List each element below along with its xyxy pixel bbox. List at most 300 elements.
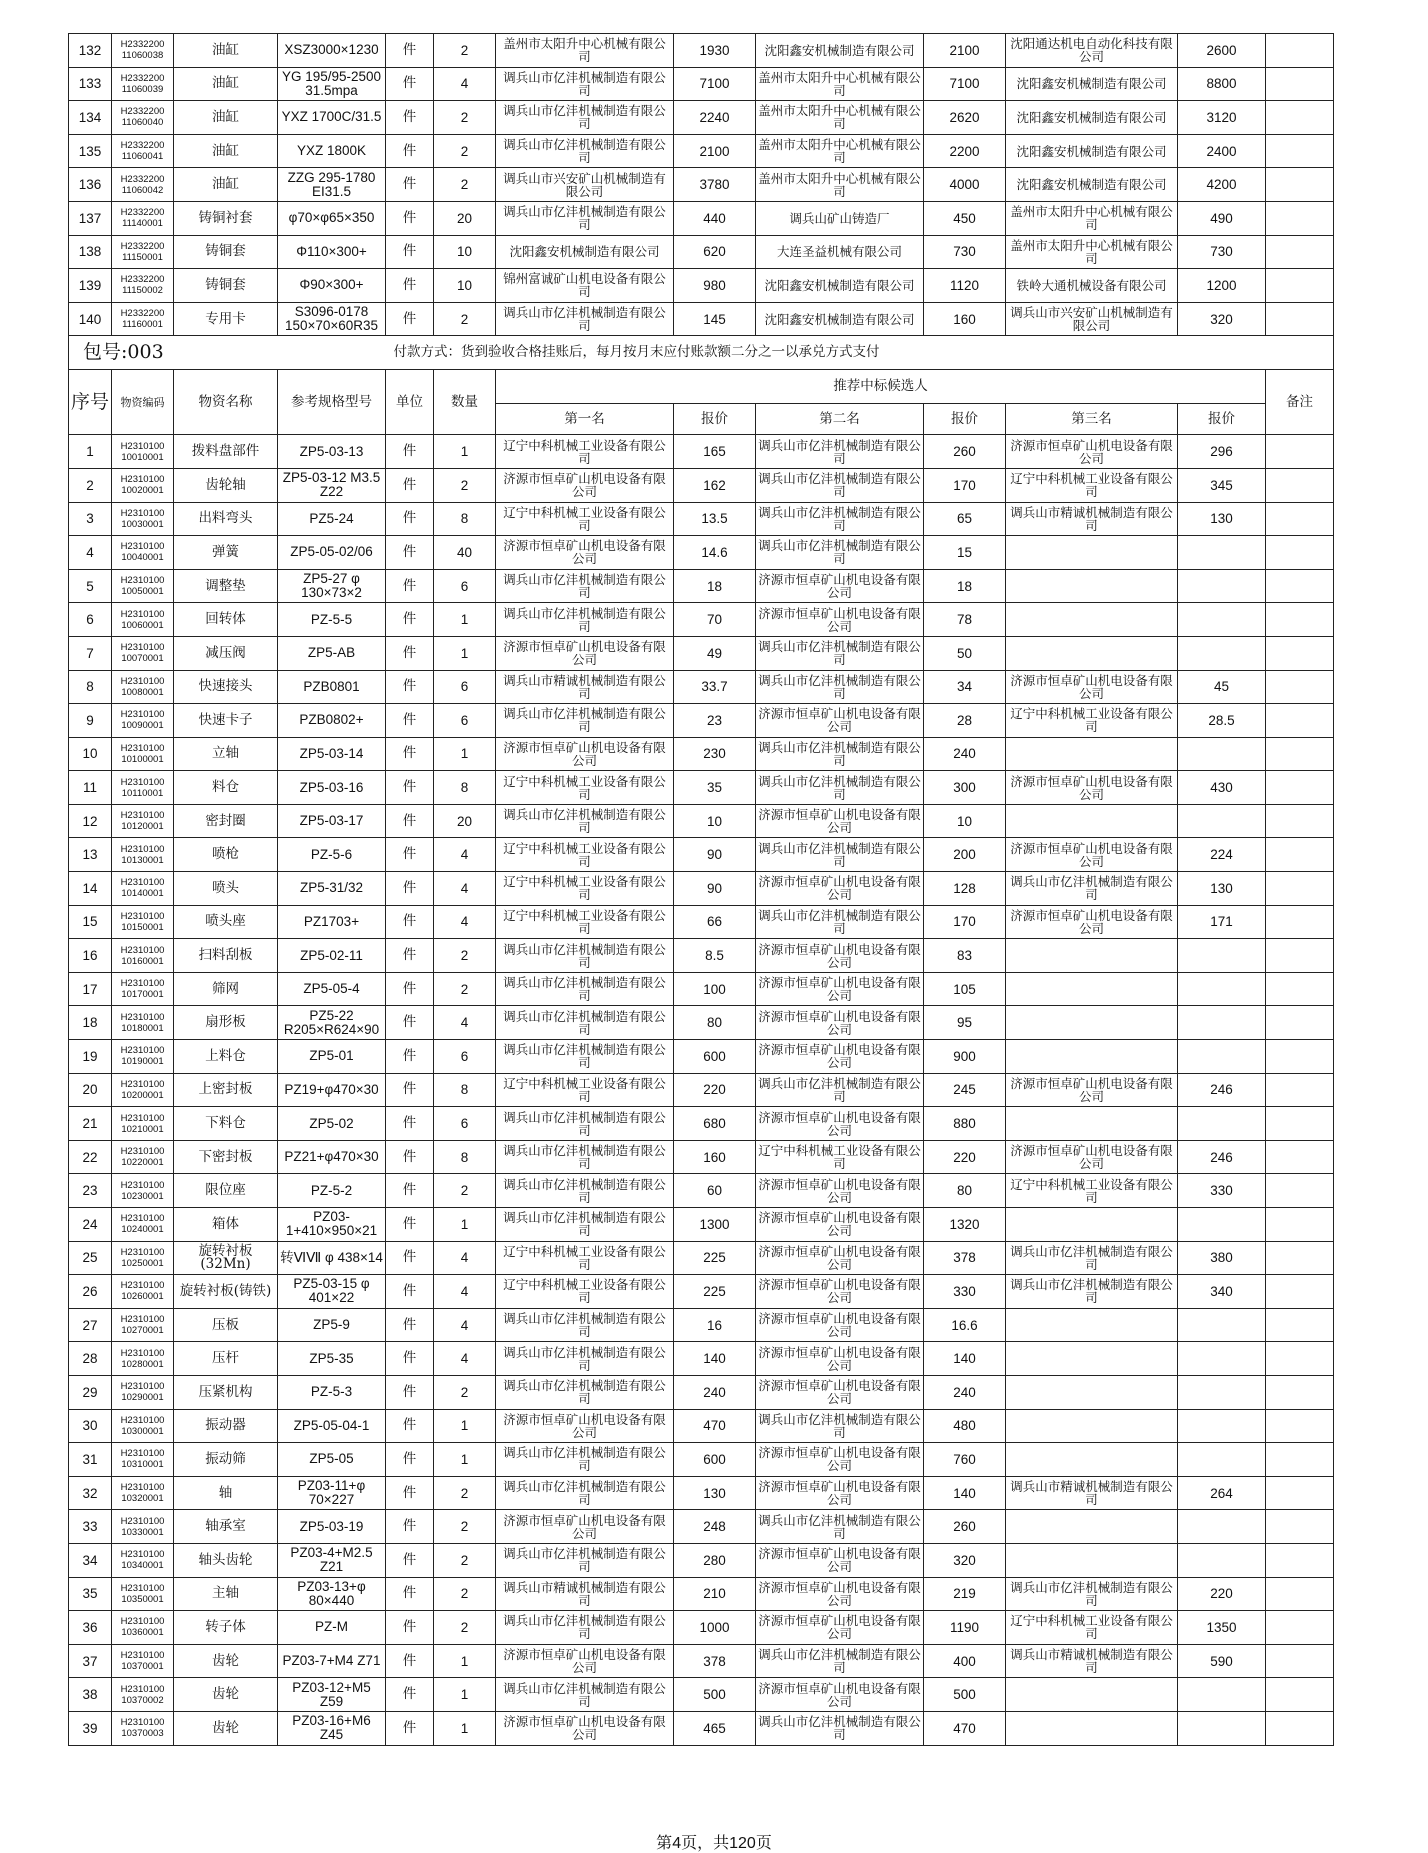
supplier-3: 调兵山市精诚机械制造有限公司 [1006,502,1178,536]
price-2: 730 [924,235,1006,269]
item-spec: YXZ 1700C/31.5 [278,101,386,135]
price-1: 440 [674,201,756,235]
package-label: 包号:003 [69,336,386,370]
header-qty: 数量 [434,370,496,435]
supplier-2: 济源市恒卓矿山机电设备有限公司 [756,1006,924,1040]
remark-cell [1266,670,1334,704]
item-spec: PZ03-1+410×950×21 [278,1208,386,1242]
price-3: 246 [1178,1073,1266,1107]
row-no: 24 [69,1208,112,1242]
price-3: 45 [1178,670,1266,704]
supplier-1: 调兵山市亿沣机械制造有限公司 [496,1443,674,1477]
item-qty: 8 [434,1140,496,1174]
supplier-3: 济源市恒卓矿山机电设备有限公司 [1006,771,1178,805]
supplier-3 [1006,636,1178,670]
item-qty: 2 [434,302,496,336]
item-unit: 件 [386,1241,434,1275]
row-no: 36 [69,1611,112,1645]
item-code: H2310100 10220001 [112,1140,174,1174]
item-name: 旋转衬板 (32Mn) [174,1241,278,1275]
item-name: 压紧机构 [174,1375,278,1409]
item-name: 筛网 [174,972,278,1006]
item-spec: PZ5-03-15 φ 401×22 [278,1275,386,1309]
item-name: 扫料刮板 [174,939,278,973]
price-2: 160 [924,302,1006,336]
remark-cell [1266,502,1334,536]
supplier-2: 调兵山市亿沣机械制造有限公司 [756,771,924,805]
remark-cell [1266,1174,1334,1208]
price-2: 7100 [924,67,1006,101]
price-1: 980 [674,269,756,303]
remark-cell [1266,872,1334,906]
supplier-1: 调兵山市亿沣机械制造有限公司 [496,1208,674,1242]
item-unit: 件 [386,1409,434,1443]
header-price-1: 报价 [674,404,756,435]
price-1: 225 [674,1275,756,1309]
item-unit: 件 [386,1577,434,1611]
item-name: 快速接头 [174,670,278,704]
item-spec: PZ-5-5 [278,603,386,637]
price-1: 1000 [674,1611,756,1645]
row-no: 23 [69,1174,112,1208]
row-no: 17 [69,972,112,1006]
item-code: H2332200 11060038 [112,34,174,68]
price-1: 1930 [674,34,756,68]
table-row [69,502,1334,536]
supplier-2: 盖州市太阳升中心机械有限公司 [756,67,924,101]
item-code: H2310100 10020001 [112,468,174,502]
price-3 [1178,1375,1266,1409]
item-spec: PZ03-13+φ 80×440 [278,1577,386,1611]
supplier-3: 沈阳鑫安机械制造有限公司 [1006,134,1178,168]
item-name: 料仓 [174,771,278,805]
item-name: 减压阀 [174,636,278,670]
remark-cell [1266,34,1334,68]
footer-page: 4 [672,1835,682,1852]
item-name: 油缸 [174,34,278,68]
remark-cell [1266,1208,1334,1242]
price-2: 378 [924,1241,1006,1275]
price-1: 248 [674,1510,756,1544]
item-unit: 件 [386,269,434,303]
price-1: 1300 [674,1208,756,1242]
remark-cell [1266,804,1334,838]
row-no: 34 [69,1543,112,1577]
supplier-1: 济源市恒卓矿山机电设备有限公司 [496,1711,674,1745]
item-code: H2310100 10050001 [112,569,174,603]
table-row [69,670,1334,704]
header-code: 物资编码 [112,370,174,435]
price-3 [1178,1409,1266,1443]
supplier-2: 调兵山市亿沣机械制造有限公司 [756,838,924,872]
item-code: H2310100 10010001 [112,435,174,469]
item-name: 立轴 [174,737,278,771]
supplier-3: 盖州市太阳升中心机械有限公司 [1006,235,1178,269]
item-spec: ZP5-05 [278,1443,386,1477]
item-spec: ZP5-35 [278,1342,386,1376]
price-1: 14.6 [674,536,756,570]
price-3: 3120 [1178,101,1266,135]
item-spec: YXZ 1800K [278,134,386,168]
price-3: 224 [1178,838,1266,872]
supplier-3: 调兵山市精诚机械制造有限公司 [1006,1476,1178,1510]
item-unit: 件 [386,67,434,101]
item-unit: 件 [386,1342,434,1376]
item-qty: 1 [434,737,496,771]
price-2: 900 [924,1040,1006,1074]
item-name: 弹簧 [174,536,278,570]
supplier-1: 调兵山市亿沣机械制造有限公司 [496,603,674,637]
item-spec: ZP5-03-12 M3.5 Z22 [278,468,386,502]
item-code: H2332200 11060042 [112,168,174,202]
remark-cell [1266,1577,1334,1611]
remark-cell [1266,168,1334,202]
item-spec: PZ03-12+M5 Z59 [278,1678,386,1712]
header-candidates: 推荐中标候选人 [496,370,1266,404]
price-2: 10 [924,804,1006,838]
item-code: H2310100 10210001 [112,1107,174,1141]
item-qty: 1 [434,1711,496,1745]
remark-cell [1266,1308,1334,1342]
item-qty: 10 [434,269,496,303]
item-name: 回转体 [174,603,278,637]
item-name: 轴 [174,1476,278,1510]
item-unit: 件 [386,1443,434,1477]
remark-cell [1266,939,1334,973]
row-no: 4 [69,536,112,570]
item-qty: 8 [434,502,496,536]
item-spec: ZP5-02 [278,1107,386,1141]
table-row [69,1208,1334,1242]
item-spec: PZB0801 [278,670,386,704]
item-spec: PZ19+φ470×30 [278,1073,386,1107]
remark-cell [1266,1241,1334,1275]
table-row [69,201,1334,235]
row-no: 12 [69,804,112,838]
item-unit: 件 [386,1140,434,1174]
price-1: 465 [674,1711,756,1745]
table-row [69,1140,1334,1174]
table-row [69,704,1334,738]
item-spec: Φ110×300+ [278,235,386,269]
supplier-2: 调兵山市亿沣机械制造有限公司 [756,502,924,536]
supplier-1: 调兵山市亿沣机械制造有限公司 [496,67,674,101]
remark-cell [1266,1409,1334,1443]
table-row [69,34,1334,68]
price-3 [1178,1510,1266,1544]
price-2: 2100 [924,34,1006,68]
price-2: 450 [924,201,1006,235]
price-2: 880 [924,1107,1006,1141]
table-row [69,134,1334,168]
item-spec: PZ-5-2 [278,1174,386,1208]
supplier-2: 沈阳鑫安机械制造有限公司 [756,269,924,303]
item-unit: 件 [386,1543,434,1577]
price-1: 240 [674,1375,756,1409]
price-2: 65 [924,502,1006,536]
price-3: 345 [1178,468,1266,502]
item-code: H2310100 10230001 [112,1174,174,1208]
supplier-2: 调兵山市亿沣机械制造有限公司 [756,1510,924,1544]
item-spec: ZP5-03-14 [278,737,386,771]
item-unit: 件 [386,972,434,1006]
item-qty: 1 [434,1644,496,1678]
item-qty: 1 [434,1443,496,1477]
price-1: 165 [674,435,756,469]
item-unit: 件 [386,168,434,202]
table-row [69,636,1334,670]
row-no: 22 [69,1140,112,1174]
table-row [69,1006,1334,1040]
item-unit: 件 [386,536,434,570]
row-no: 133 [69,67,112,101]
remark-cell [1266,1678,1334,1712]
table-row [69,1241,1334,1275]
remark-cell [1266,603,1334,637]
price-1: 210 [674,1577,756,1611]
row-no: 19 [69,1040,112,1074]
price-2: 170 [924,468,1006,502]
supplier-3: 辽宁中科机械工业设备有限公司 [1006,468,1178,502]
supplier-3 [1006,1342,1178,1376]
item-qty: 4 [434,67,496,101]
item-unit: 件 [386,603,434,637]
table-row [69,168,1334,202]
table-row [69,1577,1334,1611]
item-spec: XSZ3000×1230 [278,34,386,68]
supplier-3 [1006,1375,1178,1409]
price-3 [1178,1443,1266,1477]
table-row [69,1342,1334,1376]
price-1: 500 [674,1678,756,1712]
row-no: 30 [69,1409,112,1443]
supplier-1: 济源市恒卓矿山机电设备有限公司 [496,636,674,670]
supplier-2: 济源市恒卓矿山机电设备有限公司 [756,939,924,973]
footer-mid: 页，共 [681,1833,730,1852]
price-1: 35 [674,771,756,805]
price-2: 219 [924,1577,1006,1611]
price-3 [1178,636,1266,670]
price-1: 18 [674,569,756,603]
supplier-2: 济源市恒卓矿山机电设备有限公司 [756,569,924,603]
price-2: 83 [924,939,1006,973]
supplier-1: 调兵山市亿沣机械制造有限公司 [496,1678,674,1712]
item-qty: 4 [434,1342,496,1376]
item-qty: 4 [434,1308,496,1342]
item-qty: 1 [434,636,496,670]
supplier-1: 辽宁中科机械工业设备有限公司 [496,1073,674,1107]
row-no: 134 [69,101,112,135]
supplier-1: 辽宁中科机械工业设备有限公司 [496,771,674,805]
supplier-3 [1006,569,1178,603]
row-no: 14 [69,872,112,906]
item-qty: 1 [434,603,496,637]
price-2: 260 [924,1510,1006,1544]
item-spec: PZ03-4+M2.5 Z21 [278,1543,386,1577]
section-2-rows [69,435,1334,1745]
item-code: H2332200 11160001 [112,302,174,336]
item-code: H2332200 11150001 [112,235,174,269]
price-2: 300 [924,771,1006,805]
price-1: 230 [674,737,756,771]
item-qty: 4 [434,1006,496,1040]
supplier-2: 济源市恒卓矿山机电设备有限公司 [756,1107,924,1141]
remark-cell [1266,1006,1334,1040]
table-row [69,1409,1334,1443]
supplier-1: 辽宁中科机械工业设备有限公司 [496,905,674,939]
row-no: 26 [69,1275,112,1309]
row-no: 25 [69,1241,112,1275]
supplier-1: 济源市恒卓矿山机电设备有限公司 [496,468,674,502]
item-unit: 件 [386,569,434,603]
item-unit: 件 [386,1174,434,1208]
table-row [69,1107,1334,1141]
item-qty: 2 [434,972,496,1006]
item-code: H2310100 10070001 [112,636,174,670]
item-name: 振动筛 [174,1443,278,1477]
item-qty: 4 [434,1241,496,1275]
price-2: 470 [924,1711,1006,1745]
table-row [69,838,1334,872]
item-spec: ZP5-27 φ 130×73×2 [278,569,386,603]
price-3: 430 [1178,771,1266,805]
supplier-2: 济源市恒卓矿山机电设备有限公司 [756,1678,924,1712]
item-name: 油缸 [174,67,278,101]
price-1: 70 [674,603,756,637]
price-3: 171 [1178,905,1266,939]
price-2: 1120 [924,269,1006,303]
supplier-3: 调兵山市亿沣机械制造有限公司 [1006,1275,1178,1309]
table-row [69,1678,1334,1712]
remark-cell [1266,235,1334,269]
price-3 [1178,804,1266,838]
item-spec: PZ-5-6 [278,838,386,872]
supplier-1: 调兵山市亿沣机械制造有限公司 [496,101,674,135]
supplier-2: 盖州市太阳升中心机械有限公司 [756,168,924,202]
price-2: 140 [924,1342,1006,1376]
remark-cell [1266,1342,1334,1376]
supplier-2: 调兵山市亿沣机械制造有限公司 [756,536,924,570]
remark-cell [1266,1443,1334,1477]
remark-cell [1266,1543,1334,1577]
row-no: 39 [69,1711,112,1745]
row-no: 33 [69,1510,112,1544]
price-2: 80 [924,1174,1006,1208]
supplier-2: 沈阳鑫安机械制造有限公司 [756,302,924,336]
supplier-1: 调兵山市亿沣机械制造有限公司 [496,1006,674,1040]
item-name: 齿轮轴 [174,468,278,502]
supplier-1: 调兵山市精诚机械制造有限公司 [496,1577,674,1611]
item-name: 快速卡子 [174,704,278,738]
price-1: 23 [674,704,756,738]
price-3 [1178,1308,1266,1342]
price-3 [1178,1107,1266,1141]
item-code: H2310100 10360001 [112,1611,174,1645]
remark-cell [1266,101,1334,135]
remark-cell [1266,435,1334,469]
price-1: 600 [674,1040,756,1074]
item-code: H2310100 10290001 [112,1375,174,1409]
price-3 [1178,1208,1266,1242]
item-spec: YG 195/95-2500 31.5mpa [278,67,386,101]
item-unit: 件 [386,435,434,469]
remark-cell [1266,468,1334,502]
item-code: H2310100 10240001 [112,1208,174,1242]
item-code: H2310100 10140001 [112,872,174,906]
item-unit: 件 [386,101,434,135]
remark-cell [1266,1375,1334,1409]
row-no: 9 [69,704,112,738]
price-3: 296 [1178,435,1266,469]
item-code: H2310100 10250001 [112,1241,174,1275]
item-unit: 件 [386,468,434,502]
remark-cell [1266,1073,1334,1107]
remark-cell [1266,636,1334,670]
supplier-2: 调兵山市亿沣机械制造有限公司 [756,1644,924,1678]
price-2: 170 [924,905,1006,939]
supplier-1: 调兵山市亿沣机械制造有限公司 [496,972,674,1006]
table-row [69,1644,1334,1678]
price-3: 246 [1178,1140,1266,1174]
item-name: 齿轮 [174,1644,278,1678]
table-row [69,536,1334,570]
item-qty: 10 [434,235,496,269]
remark-cell [1266,972,1334,1006]
supplier-3: 济源市恒卓矿山机电设备有限公司 [1006,905,1178,939]
item-code: H2310100 10090001 [112,704,174,738]
supplier-3: 调兵山市亿沣机械制造有限公司 [1006,1577,1178,1611]
supplier-2: 济源市恒卓矿山机电设备有限公司 [756,1040,924,1074]
item-spec: ZP5-03-16 [278,771,386,805]
item-qty: 1 [434,1208,496,1242]
item-name: 转子体 [174,1611,278,1645]
price-1: 49 [674,636,756,670]
supplier-1: 济源市恒卓矿山机电设备有限公司 [496,1510,674,1544]
header-rank-3: 第三名 [1006,404,1178,435]
supplier-2: 济源市恒卓矿山机电设备有限公司 [756,1275,924,1309]
table-row [69,1510,1334,1544]
row-no: 32 [69,1476,112,1510]
supplier-3 [1006,1308,1178,1342]
supplier-1: 辽宁中科机械工业设备有限公司 [496,435,674,469]
price-1: 100 [674,972,756,1006]
price-1: 13.5 [674,502,756,536]
item-qty: 2 [434,168,496,202]
item-name: 下密封板 [174,1140,278,1174]
price-1: 130 [674,1476,756,1510]
price-2: 18 [924,569,1006,603]
item-qty: 40 [434,536,496,570]
remark-cell [1266,67,1334,101]
price-2: 240 [924,1375,1006,1409]
item-qty: 8 [434,771,496,805]
item-qty: 20 [434,201,496,235]
item-spec: ZP5-03-19 [278,1510,386,1544]
item-unit: 件 [386,636,434,670]
item-spec: S3096-0178 150×70×60R35 [278,302,386,336]
price-1: 220 [674,1073,756,1107]
item-spec: PZ03-7+M4 Z71 [278,1644,386,1678]
item-unit: 件 [386,838,434,872]
price-3: 490 [1178,201,1266,235]
item-unit: 件 [386,737,434,771]
item-qty: 1 [434,435,496,469]
price-1: 8.5 [674,939,756,973]
supplier-3: 济源市恒卓矿山机电设备有限公司 [1006,1140,1178,1174]
supplier-2: 济源市恒卓矿山机电设备有限公司 [756,1577,924,1611]
row-no: 21 [69,1107,112,1141]
price-3 [1178,569,1266,603]
